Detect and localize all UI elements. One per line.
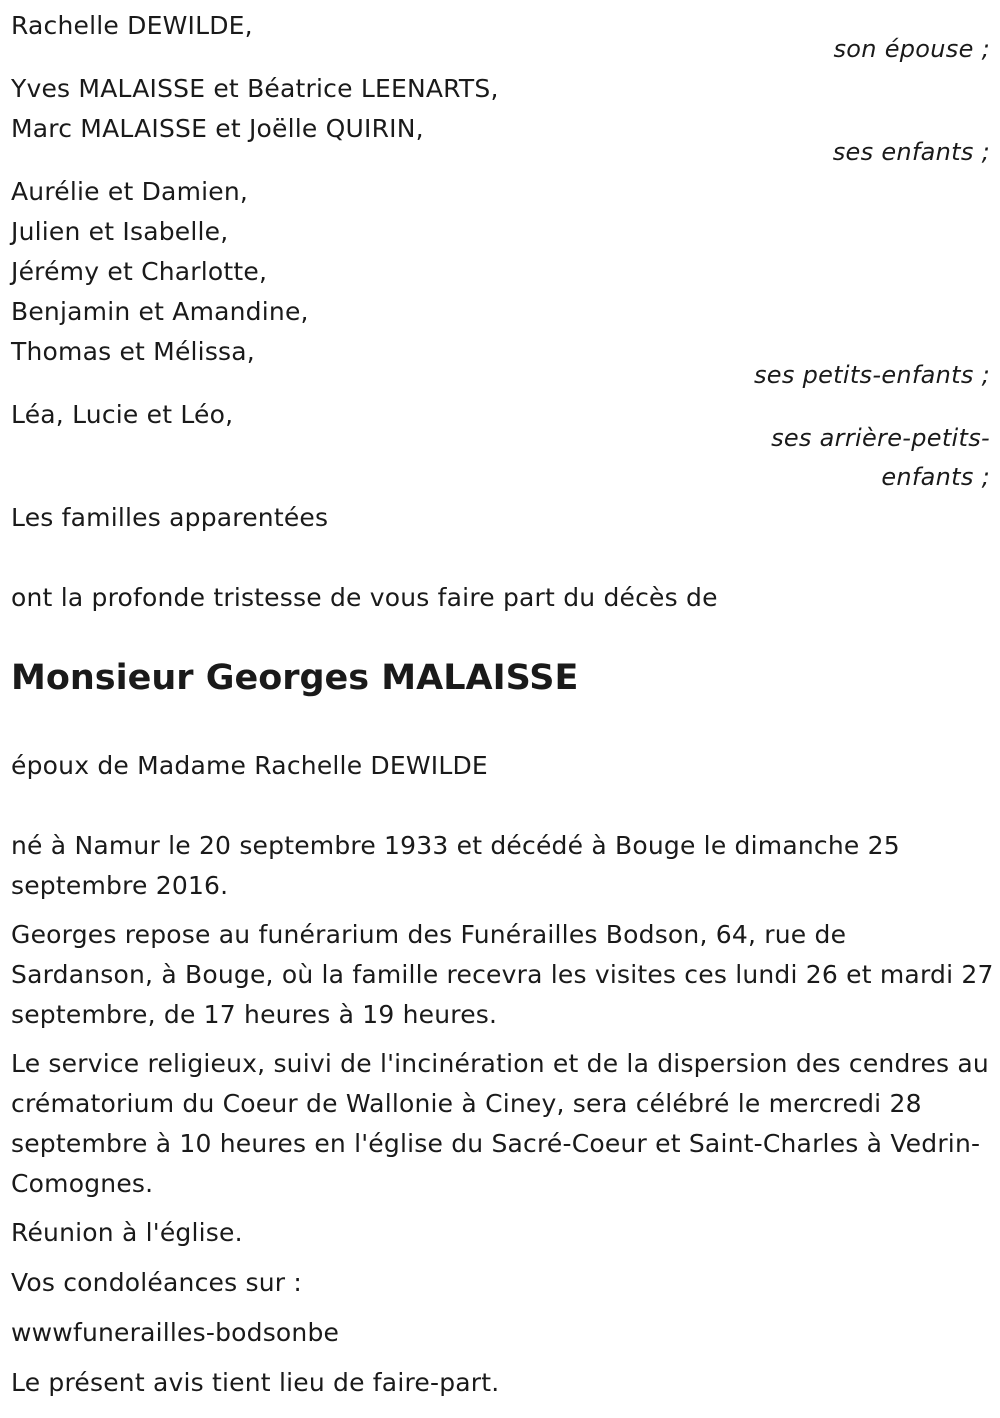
birth-death-paragraph: né à Namur le 20 septembre 1933 et décédé à Bouge le dimanche 25 septembre 2016. [11,831,900,900]
service-paragraph: Le service religieux, suivi de l'incinération et de la dispersion des cendres au crématorium du Coeur de Wallonie à Ciney, sera célébré le mercredi 28 septembre à 10 heures en l'église du Sacré-Coeur et Saint-Charles à Vedrin-Comognes. [11,1049,989,1198]
spouse-relation: son épouse ; [833,35,990,63]
spouse-name: Rachelle DEWILDE, [11,11,253,40]
great-grandchildren-relation: enfants ; [881,463,990,491]
child-name: Marc MALAISSE et Joëlle QUIRIN, [11,114,424,143]
children-relation: ses enfants ; [832,138,990,166]
grandchild-name: Benjamin et Amandine, [11,297,309,326]
great-grandchildren-relation: ses arrière-petits- [771,424,990,452]
grandchildren-relation: ses petits-enfants ; [753,361,990,389]
deceased-spouse-of: époux de Madame Rachelle DEWILDE [11,751,488,780]
notice-text: Le présent avis tient lieu de faire-part. [11,1368,500,1397]
grandchild-name: Jérémy et Charlotte, [11,257,268,286]
repose-paragraph: Georges repose au funérarium des Funérailles Bodson, 64, rue de Sardanson, à Bouge, où la famille recevra les visites ces lundi 26 et mardi 27 septembre, de 17 heures à 19 heures. [11,920,994,1029]
grandchild-name: Thomas et Mélissa, [11,337,255,366]
announcement-text: ont la profonde tristesse de vous faire part du décès de [11,583,718,612]
condolences-website-link[interactable]: wwwfunerailles-bodsonbe [11,1318,340,1347]
condolences-label: Vos condoléances sur : [11,1268,302,1297]
grandchild-name: Julien et Isabelle, [11,217,229,246]
great-grandchild-name: Léa, Lucie et Léo, [11,400,234,429]
grandchild-name: Aurélie et Damien, [11,177,249,206]
child-name: Yves MALAISSE et Béatrice LEENARTS, [11,74,499,103]
related-families: Les familles apparentées [11,503,329,532]
meeting-text: Réunion à l'église. [11,1218,243,1247]
deceased-name: Monsieur Georges MALAISSE [11,658,579,698]
